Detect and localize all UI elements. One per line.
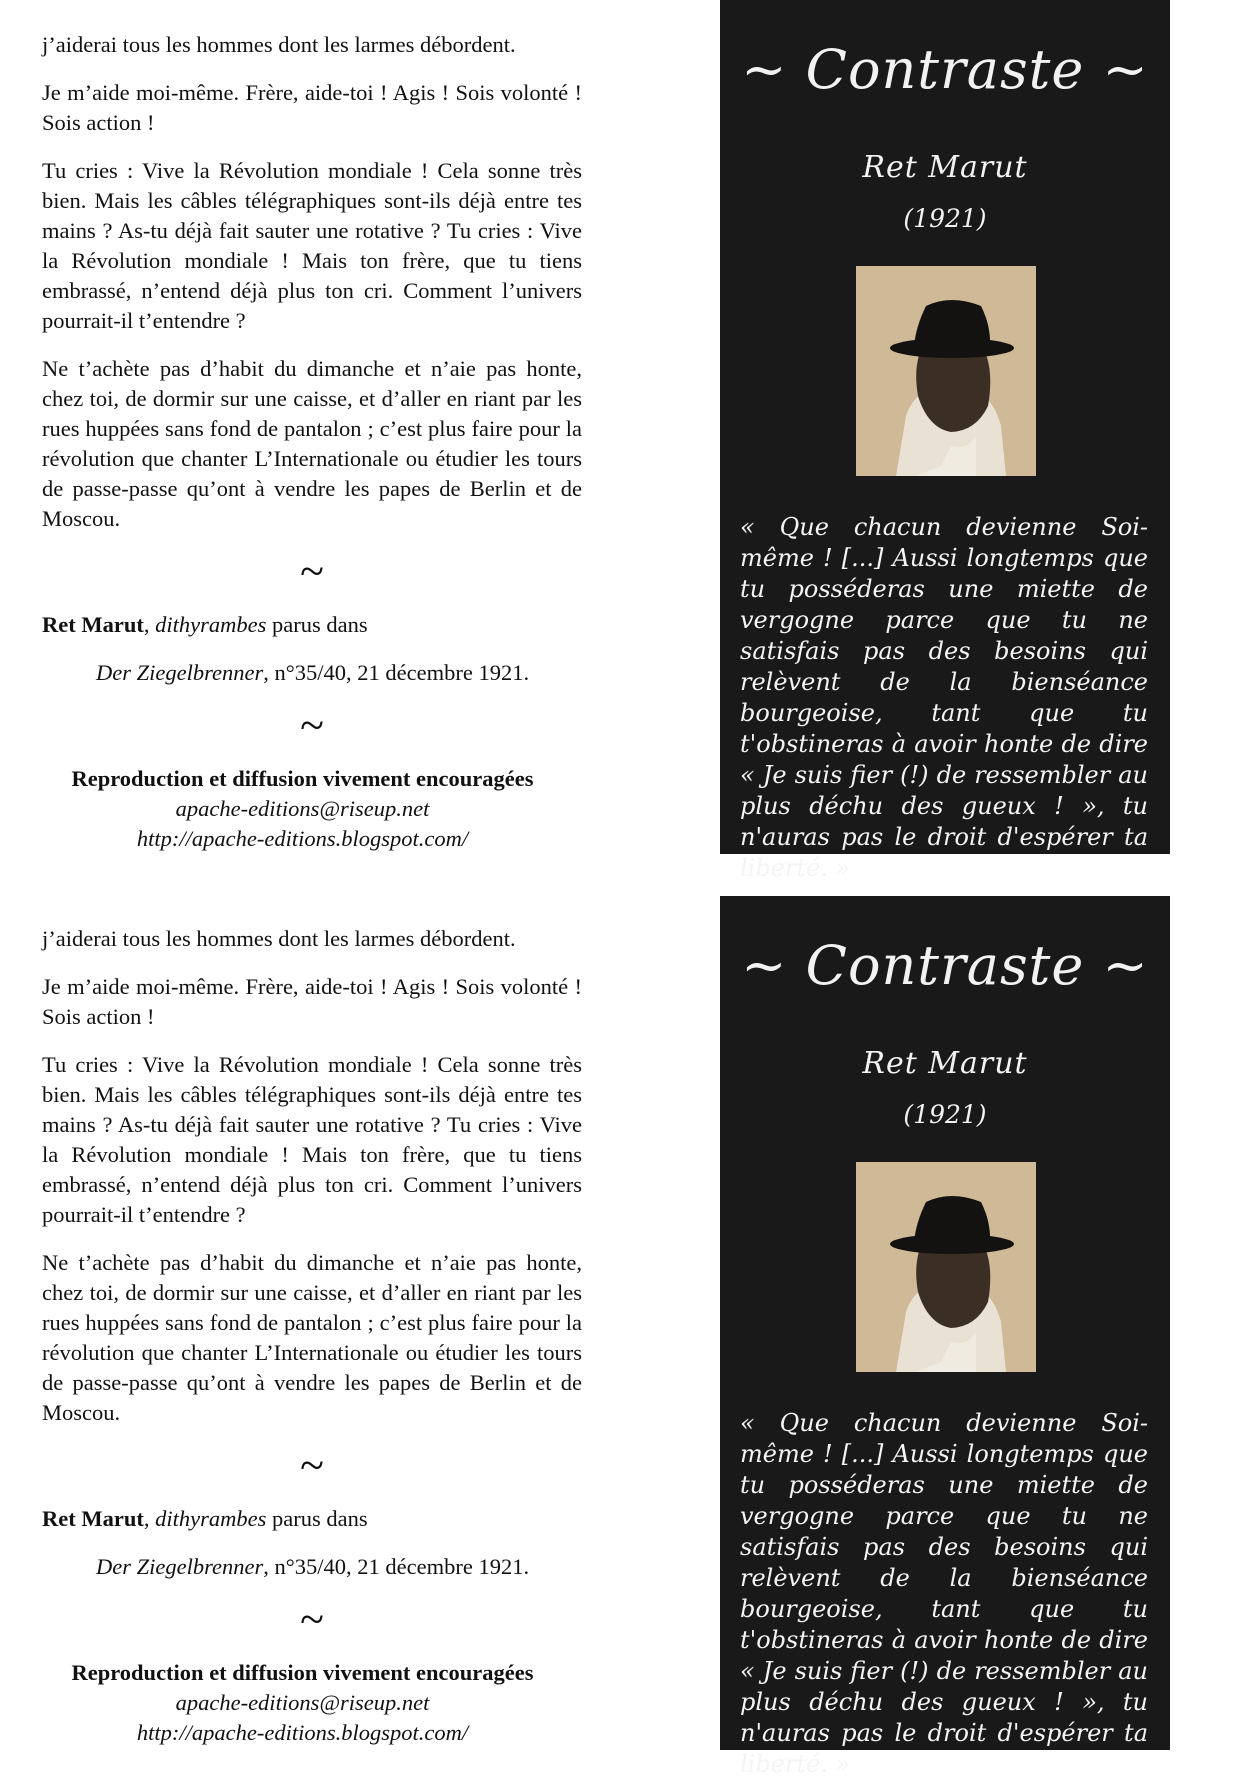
tilde-separator: ~ xyxy=(300,547,324,596)
credit-comma: , xyxy=(143,1506,156,1531)
credit-line xyxy=(42,610,582,640)
credit-source xyxy=(42,658,582,688)
credit-comma: , xyxy=(143,612,156,637)
panel-quote: « Que chacun devienne Soi-même ! [...] Aussi longtemps que tu posséderas une miette de vergogne parce que tu ne satisfais pas des besoins qui relèvent de la bienséance bourgeoise, tant que tu t'obstineras à avoir honte de dire « Je suis fier (!) de ressembler au plus déchu des gueux ! », tu n'auras pas le droit d'espérer ta liberté. » xyxy=(740,513,1148,882)
text-column xyxy=(42,924,582,1745)
website-link[interactable]: http://apache-editions.blogspot.com/ xyxy=(136,1720,469,1745)
paragraph-1: j’aiderai tous les hommes dont les larmes débordent. xyxy=(42,926,516,951)
cover-panel xyxy=(720,0,1170,882)
credit-work: dithyrambes xyxy=(155,1506,267,1531)
paragraph-3: Tu cries : Vive la Révolution mondiale ! Cela sonne très bien. Mais les câbles télégraphiques sont-ils déjà entre tes mains ? As-tu déjà fait sauter une rotative ? Tu cries : Vive la Révolution mondiale ! Mais ton frère, que tu tiens embrassé, n’entend déjà plus ton cri. Comment l’univers pourrait-il t’entendre ? xyxy=(42,158,582,333)
paragraph-2: Je m’aide moi-même. Frère, aide-toi ! Agis ! Sois volonté ! Sois action ! xyxy=(42,974,582,1029)
panel-quote: « Que chacun devienne Soi-même ! [...] Aussi longtemps que tu posséderas une miette de vergogne parce que tu ne satisfais pas des besoins qui relèvent de la bienséance bourgeoise, tant que tu t'obstineras à avoir honte de dire « Je suis fier (!) de ressembler au plus déchu des gueux ! », tu n'auras pas le droit d'espérer ta liberté. » xyxy=(740,1409,1148,1778)
contact-email[interactable]: apache-editions@riseup.net xyxy=(175,796,430,821)
cover-panel xyxy=(720,896,1170,1778)
leaflet-copy-top xyxy=(0,0,1240,882)
credit-issue: , n°35/40, 21 décembre 1921. xyxy=(263,1554,530,1579)
credit-rest: parus dans xyxy=(266,1506,368,1531)
credit-issue: , n°35/40, 21 décembre 1921. xyxy=(263,660,530,685)
panel-title: ~ Contraste ~ xyxy=(741,38,1149,101)
paragraph-4: Ne t’achète pas d’habit du dimanche et n’aie pas honte, chez toi, de dormir sur une caisse, et d’aller en riant par les rues huppées sans fond de pantalon ; c’est plus faire pour la révolution que chanter L’Internationale ou étudier les tours de passe-passe qu’ont à vendre les papes de Berlin et de Moscou. xyxy=(42,356,582,531)
contact-email[interactable]: apache-editions@riseup.net xyxy=(175,1690,430,1715)
credit-rest: parus dans xyxy=(266,612,368,637)
website-link[interactable]: http://apache-editions.blogspot.com/ xyxy=(136,826,469,851)
text-column xyxy=(42,30,582,851)
paragraph-2: Je m’aide moi-même. Frère, aide-toi ! Agis ! Sois volonté ! Sois action ! xyxy=(42,80,582,135)
tilde-separator: ~ xyxy=(300,1441,324,1490)
author-portrait xyxy=(856,1162,1036,1372)
credit-line xyxy=(42,1504,582,1534)
reproduction-note: Reproduction et diffusion vivement encouragées xyxy=(71,766,534,791)
footer xyxy=(25,1658,580,1748)
reproduction-note: Reproduction et diffusion vivement encouragées xyxy=(71,1660,534,1685)
credit-author: Ret Marut xyxy=(42,612,144,637)
paragraph-4: Ne t’achète pas d’habit du dimanche et n’aie pas honte, chez toi, de dormir sur une caisse, et d’aller en riant par les rues huppées sans fond de pantalon ; c’est plus faire pour la révolution que chanter L’Internationale ou étudier les tours de passe-passe qu’ont à vendre les papes de Berlin et de Moscou. xyxy=(42,1250,582,1425)
panel-year: (1921) xyxy=(903,204,987,233)
tilde-separator: ~ xyxy=(300,1595,324,1644)
paragraph-1: j’aiderai tous les hommes dont les larmes débordent. xyxy=(42,32,516,57)
credit-journal: Der Ziegelbrenner xyxy=(96,660,264,685)
panel-title: ~ Contraste ~ xyxy=(741,934,1149,997)
credit-work: dithyrambes xyxy=(155,612,267,637)
paragraph-3: Tu cries : Vive la Révolution mondiale ! Cela sonne très bien. Mais les câbles télégraphiques sont-ils déjà entre tes mains ? As-tu déjà fait sauter une rotative ? Tu cries : Vive la Révolution mondiale ! Mais ton frère, que tu tiens embrassé, n’entend déjà plus ton cri. Comment l’univers pourrait-il t’entendre ? xyxy=(42,1052,582,1227)
credit-source xyxy=(42,1552,582,1582)
leaflet-copy-bottom xyxy=(0,894,1240,1778)
panel-author: Ret Marut xyxy=(862,150,1028,185)
author-portrait xyxy=(856,266,1036,476)
panel-year: (1921) xyxy=(903,1100,987,1129)
credit-journal: Der Ziegelbrenner xyxy=(96,1554,264,1579)
panel-author: Ret Marut xyxy=(862,1046,1028,1081)
tilde-separator: ~ xyxy=(300,701,324,750)
credit-author: Ret Marut xyxy=(42,1506,144,1531)
footer xyxy=(25,764,580,854)
